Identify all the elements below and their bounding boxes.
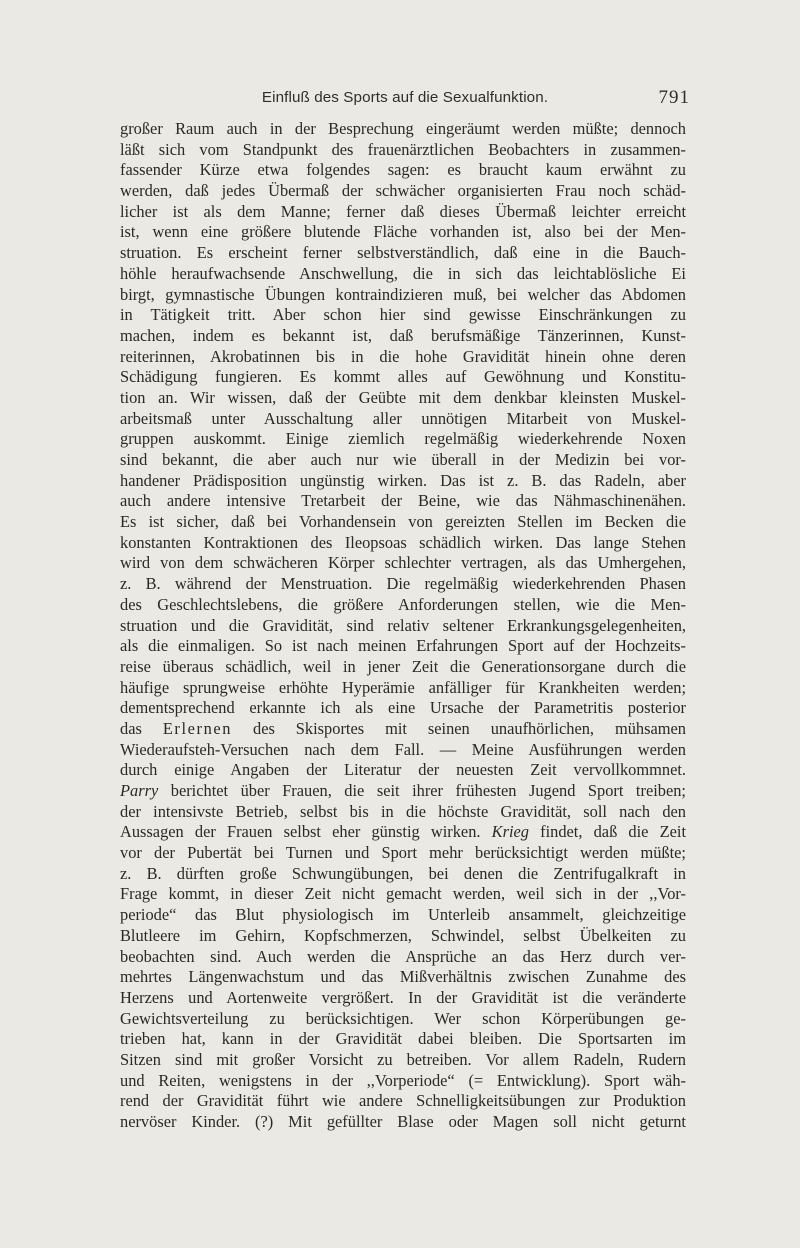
line-text: mehrtes Längenwachstum und das Mißverhältnis zwischen Zunahme des <box>120 967 686 987</box>
line-text: ist, wenn eine größere blutende Fläche vorhanden ist, also bei der Men- <box>120 222 686 242</box>
line-text: der intensivste Betrieb, selbst bis in die höchste Gravidität, soll nach den <box>120 801 686 821</box>
text-line <box>120 657 686 678</box>
line-text: Wiederaufsteh-Versuchen nach dem Fall. — Meine Ausführungen werden <box>120 739 686 759</box>
text-line <box>120 636 686 657</box>
text-line <box>120 616 686 637</box>
line-text: Schädigung fungieren. Es kommt alles auf Gewöhnung und Konstitu- <box>120 367 686 387</box>
line-text: nervöser Kinder. (?) Mit gefüllter Blase oder Magen soll nicht geturnt <box>120 1112 686 1131</box>
line-text: Frage kommt, in dieser Zeit nicht gemacht werden, weil sich in der ,,Vor- <box>120 884 686 904</box>
line-text-start: Aussagen der Frauen selbst eher günstig wirken. <box>120 822 492 842</box>
text-line <box>120 1009 686 1030</box>
line-text: beobachten sind. Auch werden die Ansprüche an das Herz durch ver- <box>120 946 686 966</box>
line-text: häufige sprungweise erhöhte Hyperämie anfälliger für Krankheiten werden; <box>120 677 686 697</box>
text-line <box>120 512 686 533</box>
text-line <box>120 326 686 347</box>
page-number: 791 <box>658 87 690 108</box>
line-text: struation. Es erscheint ferner selbstverständlich, daß eine in die Bauch- <box>120 243 686 263</box>
line-text-start: das <box>120 718 163 738</box>
body-text <box>120 119 686 1133</box>
text-line <box>120 1050 686 1071</box>
line-text: Sitzen sind mit großer Vorsicht zu betreiben. Vor allem Radeln, Rudern <box>120 1049 686 1069</box>
text-line <box>120 698 686 719</box>
text-line <box>120 533 686 554</box>
text-line <box>120 264 686 285</box>
text-line <box>120 926 686 947</box>
text-line <box>120 119 686 140</box>
text-line <box>120 388 686 409</box>
text-line <box>120 1091 686 1112</box>
text-line <box>120 760 686 781</box>
line-text: tion an. Wir wissen, daß der Geübte mit dem denkbar kleinsten Muskel- <box>120 387 686 407</box>
text-line <box>120 471 686 492</box>
line-text: handener Prädisposition ungünstig wirken. Das ist z. B. das Radeln, aber <box>120 470 686 490</box>
text-line <box>120 450 686 471</box>
line-text: vor der Pubertät bei Turnen und Sport mehr berücksichtigt werden müßte; <box>120 843 686 863</box>
text-line <box>120 595 686 616</box>
line-text-end: findet, daß die Zeit <box>528 822 686 842</box>
text-line <box>120 491 686 512</box>
line-text: reiterinnen, Akrobatinnen bis in die hohe Gravidität hinein ohne deren <box>120 346 686 366</box>
author-name: Krieg <box>491 822 529 842</box>
line-text: birgt, gymnastische Übungen kontraindizieren muß, bei welcher das Abdomen <box>120 284 686 304</box>
text-line <box>120 553 686 574</box>
line-text: Gewichtsverteilung zu berücksichtigen. Wer schon Körperübungen ge- <box>120 1008 686 1028</box>
running-head <box>120 84 690 114</box>
line-text: z. B. während der Menstruation. Die regelmäßig wiederkehrenden Phasen <box>120 574 686 594</box>
text-line <box>120 740 686 761</box>
line-text: Es ist sicher, daß bei Vorhandensein von gereizten Stellen im Becken die <box>120 512 686 532</box>
text-line <box>120 678 686 699</box>
text-line <box>120 822 686 843</box>
line-text: arbeitsmaß unter Ausschaltung aller unnötigen Mitarbeit von Muskel- <box>120 408 686 428</box>
text-line <box>120 160 686 181</box>
text-line <box>120 967 686 988</box>
line-text: Blutleere im Gehirn, Kopfschmerzen, Schwindel, selbst Übelkeiten zu <box>120 925 686 945</box>
line-text: als die einmaligen. So ist nach meinen Erfahrungen Sport auf der Hochzeits- <box>120 636 686 656</box>
text-line <box>120 429 686 450</box>
line-text: des Geschlechtslebens, die größere Anforderungen stellen, wie die Men- <box>120 594 686 614</box>
text-line <box>120 222 686 243</box>
text-line <box>120 1029 686 1050</box>
line-text: gruppen auskommt. Einige ziemlich regelmäßig wiederkehrende Noxen <box>120 429 686 449</box>
line-text-end: des Skisportes mit seinen unaufhörlichen, mühsamen <box>232 718 686 738</box>
line-text: z. B. dürften große Schwungübungen, bei denen die Zentrifugalkraft in <box>120 863 686 883</box>
text-line <box>120 202 686 223</box>
line-text: fassender Kürze etwa folgendes sagen: es braucht kaum erwähnt zu <box>120 160 686 180</box>
text-line <box>120 947 686 968</box>
line-text: läßt sich vom Standpunkt des frauenärztlichen Beobachters in zusammen- <box>120 139 686 159</box>
text-line <box>120 181 686 202</box>
line-text: durch einige Angaben der Literatur der neuesten Zeit vervollkommnet. <box>120 760 686 780</box>
line-text: wird von dem schwächeren Körper schlechter vertragen, als das Umhergehen, <box>120 553 686 573</box>
text-line <box>120 1071 686 1092</box>
text-line <box>120 905 686 926</box>
line-text: dementsprechend erkannte ich als eine Ursache der Parametritis posterior <box>120 698 686 718</box>
line-text: periode“ das Blut physiologisch im Unterleib ansammelt, gleichzeitige <box>120 905 686 925</box>
text-line <box>120 285 686 306</box>
text-line <box>120 409 686 430</box>
line-text: großer Raum auch in der Besprechung eingeräumt werden müßte; dennoch <box>120 119 686 138</box>
text-line <box>120 1112 686 1133</box>
line-text: reise überaus schädlich, weil in jener Zeit die Generationsorgane durch die <box>120 656 686 676</box>
line-text: werden, daß jedes Übermaß der schwächer organisierten Frau noch schäd- <box>120 181 686 201</box>
text-line <box>120 864 686 885</box>
text-line <box>120 367 686 388</box>
text-line <box>120 781 686 802</box>
line-text: Herzens und Aortenweite vergrößert. In der Gravidität ist die veränderte <box>120 987 686 1007</box>
spaced-emphasis: Erlernen <box>162 718 233 738</box>
line-text: und Reiten, wenigstens in der ,,Vorperiode“ (= Entwicklung). Sport wäh- <box>120 1070 686 1090</box>
text-line <box>120 305 686 326</box>
text-line <box>120 719 686 740</box>
line-text: rend der Gravidität führt wie andere Schnelligkeitsübungen zur Produktion <box>120 1091 686 1111</box>
line-text: licher ist als dem Manne; ferner daß dieses Übermaß leichter erreicht <box>120 201 686 221</box>
text-line <box>120 243 686 264</box>
text-line <box>120 347 686 368</box>
text-line <box>120 802 686 823</box>
line-text: höhle heraufwachsende Anschwellung, die in sich das leichtablösliche Ei <box>120 263 686 283</box>
line-text: in Tätigkeit tritt. Aber schon hier sind gewisse Einschränkungen zu <box>120 305 686 325</box>
text-line <box>120 140 686 161</box>
line-text: auch andere intensive Tretarbeit der Beine, wie das Nähmaschinenähen. <box>120 491 686 511</box>
line-text: trieben hat, kann in der Gravidität dabei bleiben. Die Sportsarten im <box>120 1029 686 1049</box>
running-title: Einfluß des Sports auf die Sexualfunktion. <box>261 89 549 106</box>
text-line <box>120 574 686 595</box>
line-text: sind bekannt, die aber auch nur wie überall in der Medizin bei vor- <box>120 450 686 469</box>
text-line <box>120 884 686 905</box>
line-text: konstanten Kontraktionen des Ileopsoas schädlich wirken. Das lange Stehen <box>120 532 686 552</box>
author-name: Parry <box>120 781 159 800</box>
text-line <box>120 988 686 1009</box>
line-text: struation und die Gravidität, sind relativ seltener Erkrankungsgelegenheiten, <box>120 615 686 635</box>
text-line <box>120 843 686 864</box>
line-text-end: berichtet über Frauen, die seit ihrer frühesten Jugend Sport treiben; <box>158 781 686 800</box>
line-text: machen, indem es bekannt ist, daß berufsmäßige Tänzerinnen, Kunst- <box>120 325 686 345</box>
